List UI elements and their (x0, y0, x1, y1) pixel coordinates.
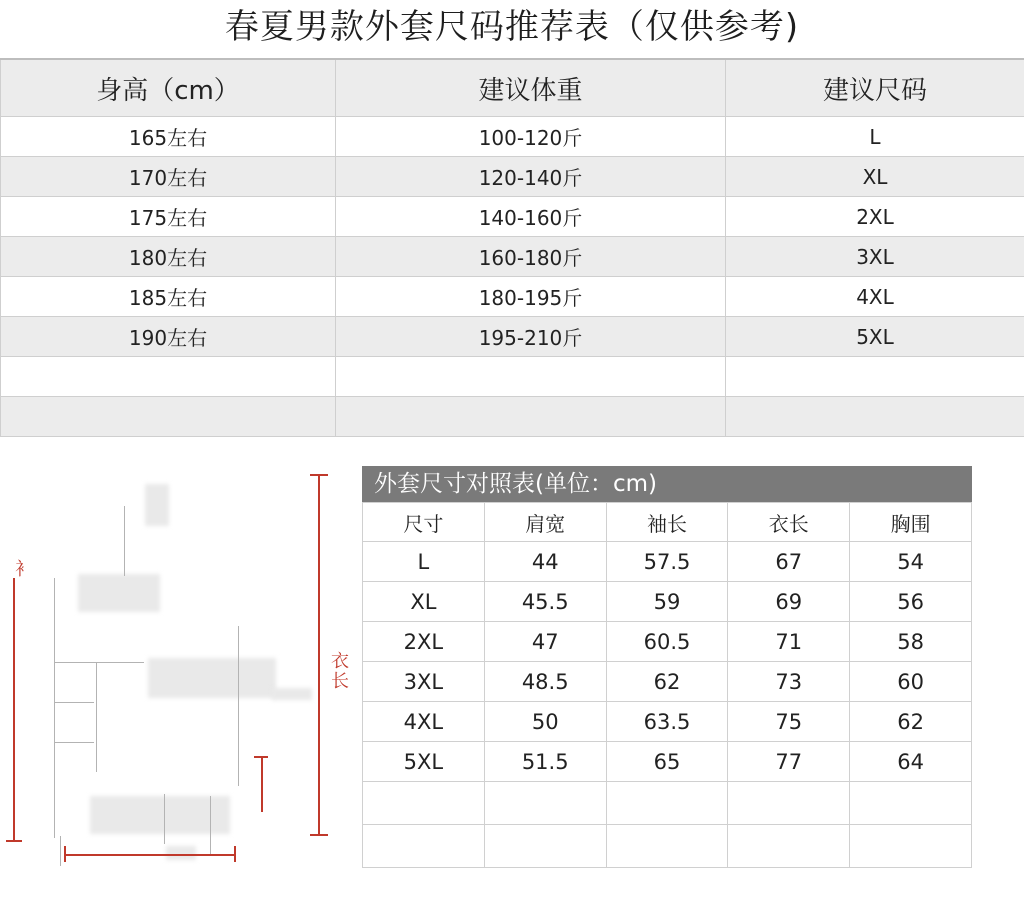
table-row-empty (363, 825, 972, 868)
header-size: 尺寸 (363, 503, 485, 542)
cell-size: 3XL (726, 237, 1024, 277)
cell-empty (484, 825, 606, 868)
table-row (363, 542, 972, 582)
cell-chest: 60 (850, 662, 972, 702)
length-measure-line (318, 474, 320, 836)
cell-sleeve: 60.5 (606, 622, 728, 662)
cell-shoulder: 47 (484, 622, 606, 662)
cell-sleeve: 57.5 (606, 542, 728, 582)
jacket-measurement-diagram (0, 466, 350, 912)
page-title: 春夏男款外套尺码推荐表（仅供参考) (224, 7, 800, 47)
header-height: 身高（cm） (1, 59, 336, 117)
cell-shoulder: 45.5 (484, 582, 606, 622)
cell-shoulder: 51.5 (484, 742, 606, 782)
hem-measure-cap (234, 846, 236, 862)
header-size: 建议尺码 (726, 59, 1024, 117)
table-row (363, 582, 972, 622)
outline-line (238, 626, 239, 786)
table-row (1, 237, 1024, 277)
cell-empty (606, 825, 728, 868)
cell-shoulder: 48.5 (484, 662, 606, 702)
cell-sleeve: 59 (606, 582, 728, 622)
cell-size: 5XL (363, 742, 485, 782)
garment-hem-blur (90, 796, 230, 834)
outline-line (60, 836, 61, 866)
size-chart (362, 466, 972, 868)
outline-line (210, 796, 211, 856)
table-row-empty (1, 357, 1024, 397)
outline-line (54, 578, 55, 838)
length-label: 衣长 (331, 651, 349, 692)
header-shoulder: 肩宽 (484, 503, 606, 542)
length-measure-cap (310, 834, 328, 836)
table-row (363, 702, 972, 742)
garment-shoulder-blur (78, 574, 160, 612)
cell-empty (1, 357, 336, 397)
garment-body-blur (148, 658, 276, 698)
cell-sleeve: 63.5 (606, 702, 728, 742)
cell-height: 180左右 (1, 237, 336, 277)
cell-length: 67 (728, 542, 850, 582)
cell-empty (726, 397, 1024, 437)
cell-empty (850, 782, 972, 825)
cuff-measure-line (261, 756, 263, 812)
size-recommendation-table (0, 58, 1024, 437)
sleeve-measure-line (13, 578, 15, 842)
cell-empty (726, 357, 1024, 397)
table-row (1, 317, 1024, 357)
sleeve-label-fragment: 衤 (15, 559, 33, 580)
cell-size: L (363, 542, 485, 582)
hem-measure-cap (64, 846, 66, 862)
table-header-row (1, 59, 1024, 117)
cell-weight: 160-180斤 (336, 237, 726, 277)
outline-line (164, 794, 165, 844)
cell-height: 190左右 (1, 317, 336, 357)
cell-empty (336, 397, 726, 437)
length-measure-cap (310, 474, 328, 476)
cuff-measure-cap (254, 756, 268, 758)
cell-chest: 58 (850, 622, 972, 662)
cell-empty (363, 825, 485, 868)
table-row-empty (363, 782, 972, 825)
cell-empty (728, 825, 850, 868)
cell-weight: 100-120斤 (336, 117, 726, 157)
table-header-row (363, 503, 972, 542)
table-row (1, 117, 1024, 157)
garment-collar-blur (145, 484, 169, 526)
size-chart-table (362, 502, 972, 868)
cell-size: 4XL (726, 277, 1024, 317)
cell-height: 170左右 (1, 157, 336, 197)
cell-length: 69 (728, 582, 850, 622)
cell-length: 75 (728, 702, 850, 742)
garment-cuff-blur (166, 846, 196, 860)
cell-empty (363, 782, 485, 825)
cell-chest: 56 (850, 582, 972, 622)
cell-empty (606, 782, 728, 825)
cell-weight: 140-160斤 (336, 197, 726, 237)
cell-weight: 195-210斤 (336, 317, 726, 357)
cell-chest: 62 (850, 702, 972, 742)
outline-line (54, 702, 94, 703)
cell-shoulder: 44 (484, 542, 606, 582)
cell-chest: 54 (850, 542, 972, 582)
cell-sleeve: 62 (606, 662, 728, 702)
table-row (363, 622, 972, 662)
cell-size: 5XL (726, 317, 1024, 357)
cell-chest: 64 (850, 742, 972, 782)
table-row (1, 157, 1024, 197)
cell-length: 71 (728, 622, 850, 662)
cell-sleeve: 65 (606, 742, 728, 782)
header-chest: 胸围 (850, 503, 972, 542)
hem-measure-line (64, 854, 236, 856)
size-chart-caption: 外套尺寸对照表(单位：cm) (362, 466, 972, 502)
cell-empty (336, 357, 726, 397)
header-weight: 建议体重 (336, 59, 726, 117)
cell-weight: 120-140斤 (336, 157, 726, 197)
sleeve-measure-cap (6, 840, 22, 842)
cell-empty (728, 782, 850, 825)
header-length: 衣长 (728, 503, 850, 542)
cell-height: 185左右 (1, 277, 336, 317)
cell-empty (1, 397, 336, 437)
garment-pocket-blur (272, 688, 312, 700)
cell-length: 73 (728, 662, 850, 702)
table-row-empty (1, 397, 1024, 437)
cell-empty (850, 825, 972, 868)
cell-empty (484, 782, 606, 825)
outline-line (54, 742, 94, 743)
cell-size: L (726, 117, 1024, 157)
outline-line (54, 662, 144, 663)
table-row (1, 277, 1024, 317)
cell-size: 4XL (363, 702, 485, 742)
table-row (1, 197, 1024, 237)
cell-height: 165左右 (1, 117, 336, 157)
cell-size: 2XL (726, 197, 1024, 237)
cell-height: 175左右 (1, 197, 336, 237)
cell-size: 2XL (363, 622, 485, 662)
header-sleeve: 袖长 (606, 503, 728, 542)
cell-weight: 180-195斤 (336, 277, 726, 317)
cell-shoulder: 50 (484, 702, 606, 742)
table-row (363, 662, 972, 702)
cell-length: 77 (728, 742, 850, 782)
outline-line (96, 662, 97, 772)
table-row (363, 742, 972, 782)
cell-size: XL (363, 582, 485, 622)
outline-line (124, 506, 125, 576)
cell-size: XL (726, 157, 1024, 197)
cell-size: 3XL (363, 662, 485, 702)
